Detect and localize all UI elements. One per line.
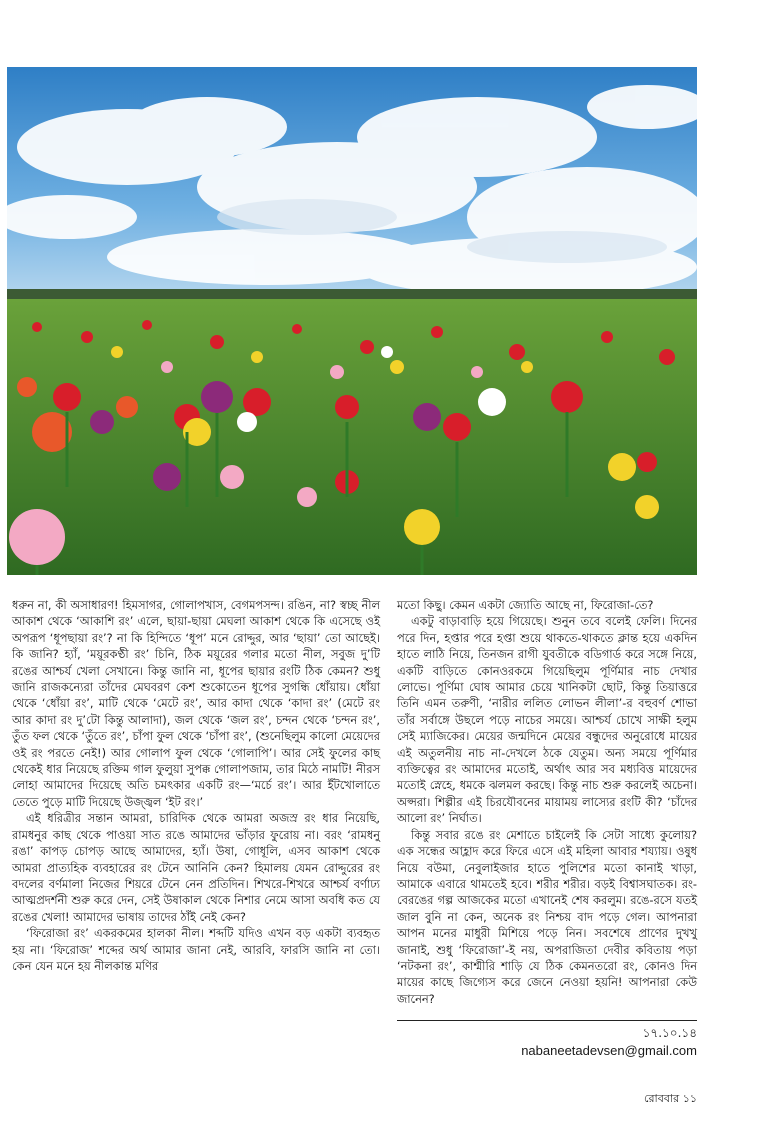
article-paragraph: ‘ফিরোজা রং’ একরকমের হালকা নীল। শব্দটি যদিও এখন বড় একটা ব্যবহৃত হয় না। ‘ফিরোজ’ শব্দের অর্থ আমার জানা নেই, আরবি, ফারসি জানি না তো। কেন যেন মনে হয় নীলকান্ত মণির — [12, 926, 380, 973]
article-paragraph: এই ধরিত্রীর সন্তান আমরা, চারিদিক থেকে আমরা অজস্র রং ধার নিয়েছি, রামধনুর কাছ থেকে পাওয়া সাত রঙে আমাদের ভাঁড়ার ফুরোয় না। বরং ‘রামধনু রঙা’ কাপড় চোপড় আছে আমাদের, হ্যাঁ। উষা, গোধূলি, এসব আকাশ থেকে আমরা প্রাত্যহিক ব্যবহারের রং টেনে আনিনি কেন? হিমালয় যেমন রোদ্দুরের রং বদলের বর্ণমালা নিজের শিয়রে টেনে নেন প্রতিদিন। শিখরে-শিখরে আশ্চর্য বর্ণাঢ্য আত্মপ্রদর্শনী শুরু করে দেন, সেই উষাকাল থেকে নিশার নেমে আসা অবধি কত যে রঙের খেলা! আমাদের ভাষায় তাদের ঠাঁই নেই কেন? — [12, 811, 380, 924]
article-paragraph: কিন্তু সবার রঙে রং মেশাতে চাইলেই কি সেটা সাধ্যে কুলোয়? এক সন্ধের আহ্লাদ করে ফিরে এসে এই মহিলা আবার শয্যায়। ওষুধ নিয়ে বউমা, নেবুলাইজার হাতে পুলিশের মতো কানাই খাড়া, আমাকে এবারে থামতেই হবে। শরীর শরীর। বড়ই বিশ্বাসঘাতক। রং-বেরঙের গল্প আজকের মতো এখানেই শেষ করলুম। রঙে-রসে যতই জাল বুনি না কেন, অনেক রং নিশ্চয় বাদ পড়ে গেল। আপনারা আপন মনের মাধুরী মিশিয়ে পড়ে নিন। সবশেষে প্রাণের দুখখু জানাই, শুধু ‘ফিরোজা’-ই নয়, অপরাজিতা দেবীর কবিতায় পড়া ‘নটকনা রং’, কাশ্মীরি শাড়ি যে ঠিক কেমনতরো রং, কোনও দিন মায়ের কাছে জিগ্যেস করে জেনে নেওয়া হয়নি! আপনারা কেউ জানেন? — [397, 827, 697, 1006]
signature-divider — [397, 1020, 697, 1021]
article-column-left — [12, 597, 380, 974]
article-paragraph: ধরুন না, কী অসাধারণ! হিমসাগর, গোলাপখাস, বেগমপসন্দ। রঙিন, না? স্বচ্ছ নীল আকাশ থেকে ‘আকাশি রং’ এলে, ছায়া-ছায়া মেঘলা আকাশ থেকে কি এসেছে ওই অপরূপ ‘ধূপছায়া রং’? না কি হিন্দিতে ‘ধূপ’ মনে রোদ্দুর, আর ‘ছায়া’ তো আছেই। কি জানি? হ্যাঁ, ‘ময়ূরকণ্ঠী রং’ চিনি, ঠিক ময়ূরের গলার মতো নীল, সবুজ দু’টি রঙের আশ্চর্য খেলা সেখানে। কিন্তু জানি না, ধূপের ছায়ার রংটি ঠিক কেমন? শুধু জানি রাজকন্যেরা তাঁদের মেঘবরণ কেশ শুকোতেন ধূপের সুগন্ধি ধোঁয়ায়। ধোঁয়া থেকে ‘ধোঁয়া রং’, মাটি থেকে ‘মেটে রং’, আর কাদা থেকে ‘কাদা রং’ (মেটে রং আর কাদা রং দু’টো কিন্তু আলাদা), জল থেকে ‘জল রং’, চন্দন থেকে ‘চন্দন রং’, তুঁত ফল থেকে ‘তুঁতে রং’, চাঁপা ফুল থেকে ‘চাঁপা রং’, (শুনেছিলুম কালো মেয়েদের ওই রং পরতে নেই!) আর গোলাপ ফুল থেকে ‘গোলাপি’। আর সেই ফুলের কাছ থেকেই ধার নিয়েছে রক্তিম গাল ফুলুয়া সুপক্ক গোলাপজাম, তার মিঠে নামটি! নীরস লোহা আমাদের দিয়েছে অতি চমৎকার একটি রং—‘মর্চে রং’। আর ইঁটখোলাতে তেতে পুড়ে মাটি দিয়েছে উজ্জ্বল ‘ইট রং।’ — [12, 598, 380, 809]
article-paragraph: মতো কিছু। কেমন একটা জ্যোতি আছে না, ফিরোজা-তে? — [397, 598, 654, 612]
field — [7, 299, 697, 575]
photo-canvas — [7, 67, 697, 575]
article-column-right — [397, 597, 697, 1007]
tulip-field-photo — [7, 67, 697, 575]
page-folio: রোববার ১১ — [644, 1092, 697, 1105]
article-paragraph: একটু বাড়াবাড়ি হয়ে গিয়েছে। শুনুন তবে বলেই ফেলি। দিনের পরে দিন, হপ্তার পরে হপ্তা শুয়ে থাকতে-থাকতে ক্লান্ত হয়ে একদিন হাতে লাঠি নিয়ে, তিনজন রাগী যুবতীকে বডিগার্ড করে সঙ্গে নিয়ে, একটি বাড়িতে কোনওরকমে গিয়েছিলুম পূর্ণিমার নাচ দেখার লোভে। পূর্ণিমা ঘোষ আমার চেয়ে খানিকটা ছোট, কিন্তু তিয়াত্তরে তিনি এমন তরুণী, ‘নারীর ললিত লোভন লীলা’-র বহুবর্ণ শোভা তাঁর সর্বাঙ্গে উছলে পড়ে নাচের সময়ে। আশ্চর্য চোখে সাক্ষী হলুম সেই ম্যাজিকের। মেয়ের জন্মদিনে মেয়ের বন্ধুদের অনুরোধে মায়ের এই অতুলনীয় নাচ না-দেখলে ঠকে যেতুম। অন্য সময়ে পূর্ণিমার ব্যক্তিত্বের রং আমাদের মতোই, অর্থাৎ আর সব মধ্যবিত্ত মায়েদের মতোই স্নেহে, ধমকে ঝলমল করছে। কিন্তু নাচ শুরু করলেই অচেনা। অপ্সরা। শিল্পীর এই চিরযৌবনের মায়াময় লাস্যের রংটি কী? ‘চাঁদের আলো রং’ নির্ঘাত। — [397, 614, 697, 826]
author-email: nabaneetadevsen@gmail.com — [521, 1043, 697, 1058]
article-date: ১৭.১০.১৪ — [642, 1026, 697, 1040]
